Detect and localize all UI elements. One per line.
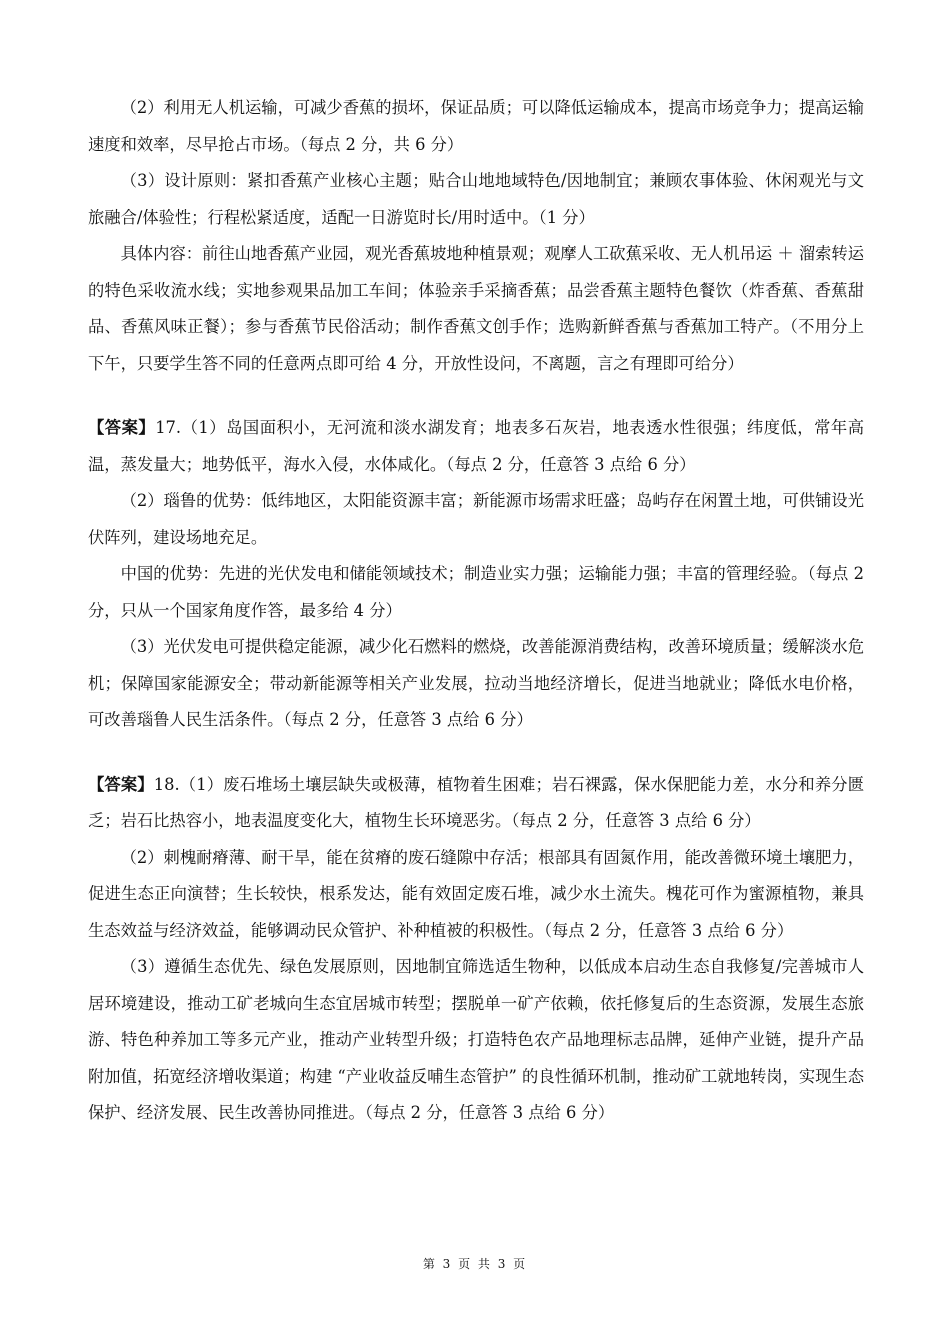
q18-part1-text: 18.（1）废石堆场土壤层缺失或极薄，植物着生困难；岩石裸露，保水保肥能力差，水分和养分匮乏；岩石比热容小，地表温度变化大，植物生长环境恶劣。（每点 2 分，任意答 3 点给 6 分）	[88, 774, 864, 830]
q18-part2-paragraph: （2）刺槐耐瘠薄、耐干旱，能在贫瘠的废石缝隙中存活；根部具有固氮作用，能改善微环境土壤肥力，促进生态正向演替；生长较快，根系发达，能有效固定废石堆，减少水土流失。槐花可作为蜜源植物，兼具生态效益与经济效益，能够调动民众管护、补种植被的积极性。（每点 2 分，任意答 3 点给 6 分）	[88, 847, 864, 940]
q17-answer-section	[88, 410, 864, 739]
q17-answer-label: 【答案】	[88, 418, 156, 437]
q17-part1-paragraph	[88, 410, 864, 483]
q18-answer-label: 【答案】	[88, 774, 154, 794]
answer-content	[88, 90, 864, 1132]
q17-part1-text: 17.（1）岛国面积小，无河流和淡水湖发育；地表多石灰岩，地表透水性很强；纬度低，常年高温，蒸发量大；地势低平，海水入侵，水体咸化。（每点 2 分，任意答 3 点给 6 分）	[88, 418, 864, 474]
q17-part3-paragraph: （3）光伏发电可提供稳定能源，减少化石燃料的燃烧，改善能源消费结构，改善环境质量；缓解淡水危机；保障国家能源安全；带动新能源等相关产业发展，拉动当地经济增长，促进当地就业；降低水电价格，可改善瑙鲁人民生活条件。（每点 2 分，任意答 3 点给 6 分）	[88, 637, 864, 729]
q18-part3-paragraph: （3）遵循生态优先、绿色发展原则，因地制宜筛选适生物种，以低成本启动生态自我修复/完善城市人居环境建设，推动工矿老城向生态宜居城市转型；摆脱单一矿产依赖，依托修复后的生态资源，发展生态旅游、特色种养加工等多元产业，推动产业转型升级；打造特色农产品地理标志品牌，延伸产业链，提升产品附加值，拓宽经济增收渠道；构建 “产业收益反哺生态管护” 的良性循环机制，推动矿工就地转岗，实现生态保护、经济发展、民生改善协同推进。（每点 2 分，任意答 3 点给 6 分）	[88, 957, 864, 1122]
q17-part2-china-paragraph: 中国的优势：先进的光伏发电和储能领域技术；制造业实力强；运输能力强；丰富的管理经验。（每点 2 分，只从一个国家角度作答，最多给 4 分）	[88, 564, 864, 620]
section-gap	[88, 382, 864, 410]
q16-continued-section	[88, 90, 864, 382]
q16-part2-paragraph: （2）利用无人机运输，可减少香蕉的损坏，保证品质；可以降低运输成本，提高市场竞争力；提高运输速度和效率，尽早抢占市场。（每点 2 分，共 6 分）	[88, 98, 864, 154]
q18-answer-section	[88, 767, 864, 1132]
q16-part3-content-paragraph: 具体内容：前往山地香蕉产业园，观光香蕉坡地种植景观；观摩人工砍蕉采收、无人机吊运 ＋ 溜索转运的特色采收流水线；实地参观果品加工车间；体验亲手采摘香蕉；品尝香蕉主题特色餐饮（炸香蕉、香蕉甜品、香蕉风味正餐）；参与香蕉节民俗活动；制作香蕉文创手作；选购新鲜香蕉与香蕉加工特产。（不用分上下午，只要学生答不同的任意两点即可给 4 分，开放性设问，不离题，言之有理即可给分）	[88, 244, 864, 373]
q16-part3-principle-paragraph: （3）设计原则：紧扣香蕉产业核心主题；贴合山地地域特色/因地制宜；兼顾农事体验、休闲观光与文旅融合/体验性；行程松紧适度，适配一日游览时长/用时适中。（1 分）	[88, 171, 864, 227]
page-number-footer: 第 3 页 共 3 页	[422, 1257, 528, 1271]
section-gap	[88, 739, 864, 767]
q17-part2-nauru-paragraph: （2）瑙鲁的优势：低纬地区，太阳能资源丰富；新能源市场需求旺盛；岛屿存在闲置土地，可供铺设光伏阵列，建设场地充足。	[88, 491, 864, 547]
q18-part1-paragraph	[88, 767, 864, 840]
